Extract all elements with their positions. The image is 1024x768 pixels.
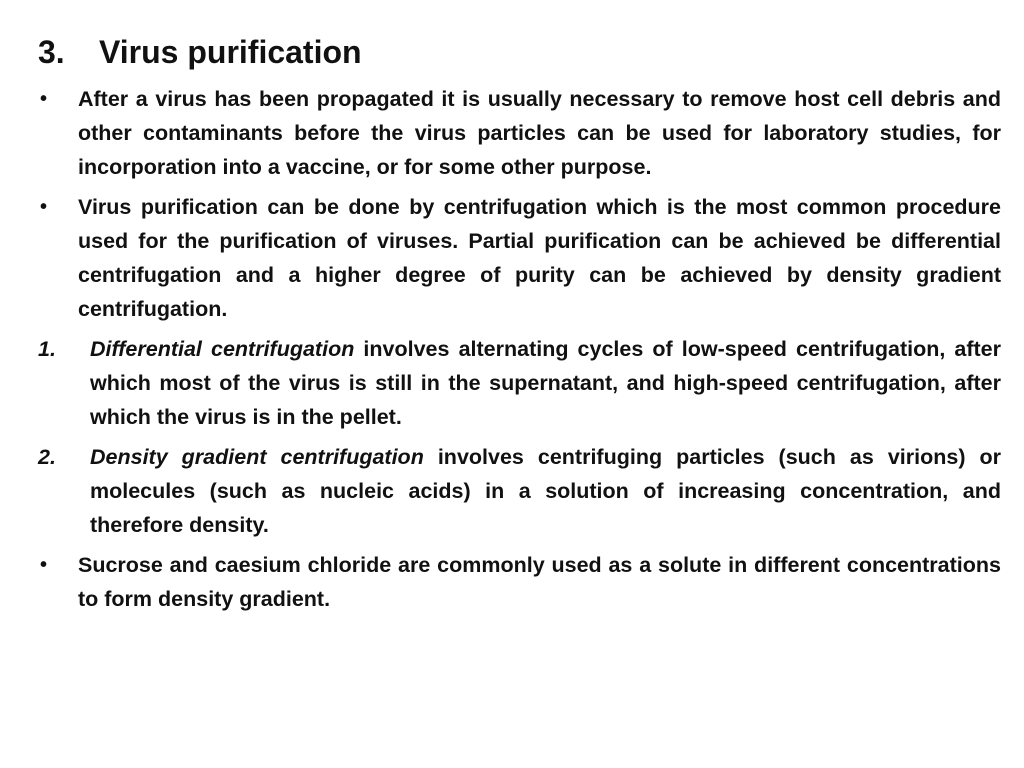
term-density-gradient-centrifugation: Density gradient centrifugation <box>90 445 424 469</box>
bullet-item <box>38 82 1001 184</box>
bullet-marker: • <box>40 554 48 576</box>
slide-title <box>38 30 362 74</box>
title-text: Virus purification <box>99 34 362 70</box>
bullet-text: Virus purification can be done by centrifugation which is the most common procedure used for the purification of viruses. Partial purification can be achieved be differential centrifugation and a higher degree of purity can be achieved by density gradient centrifugation. <box>78 195 1001 321</box>
bullet-item <box>38 548 1001 616</box>
bullet-text: Sucrose and caesium chloride are commonly used as a solute in different concentrations to form density gradient. <box>78 553 1001 611</box>
slide-body <box>38 82 1001 622</box>
bullet-text: After a virus has been propagated it is usually necessary to remove host cell debris and other contaminants before the virus particles can be used for laboratory studies, for incorporation into a vaccine, or for some other purpose. <box>78 87 1001 179</box>
bullet-marker: • <box>40 196 48 218</box>
number-marker: 2. <box>38 445 56 469</box>
numbered-text: involves alternating cycles of low-speed centrifugation, after which most of the virus is still in the supernatant, and high-speed centrifugation, after which the virus is in the pellet. <box>90 337 1002 429</box>
bullet-item <box>38 190 1001 326</box>
term-differential-centrifugation: Differential centrifugation <box>90 337 355 361</box>
numbered-text: involves centrifuging particles (such as virions) or molecules (such as nucleic acids) in a solution of increasing concentration, and therefore density. <box>90 445 1001 537</box>
bullet-marker: • <box>40 88 48 110</box>
title-number: 3. <box>38 34 65 70</box>
number-marker: 1. <box>38 337 56 361</box>
numbered-item <box>38 332 1001 434</box>
numbered-item <box>38 440 1001 542</box>
